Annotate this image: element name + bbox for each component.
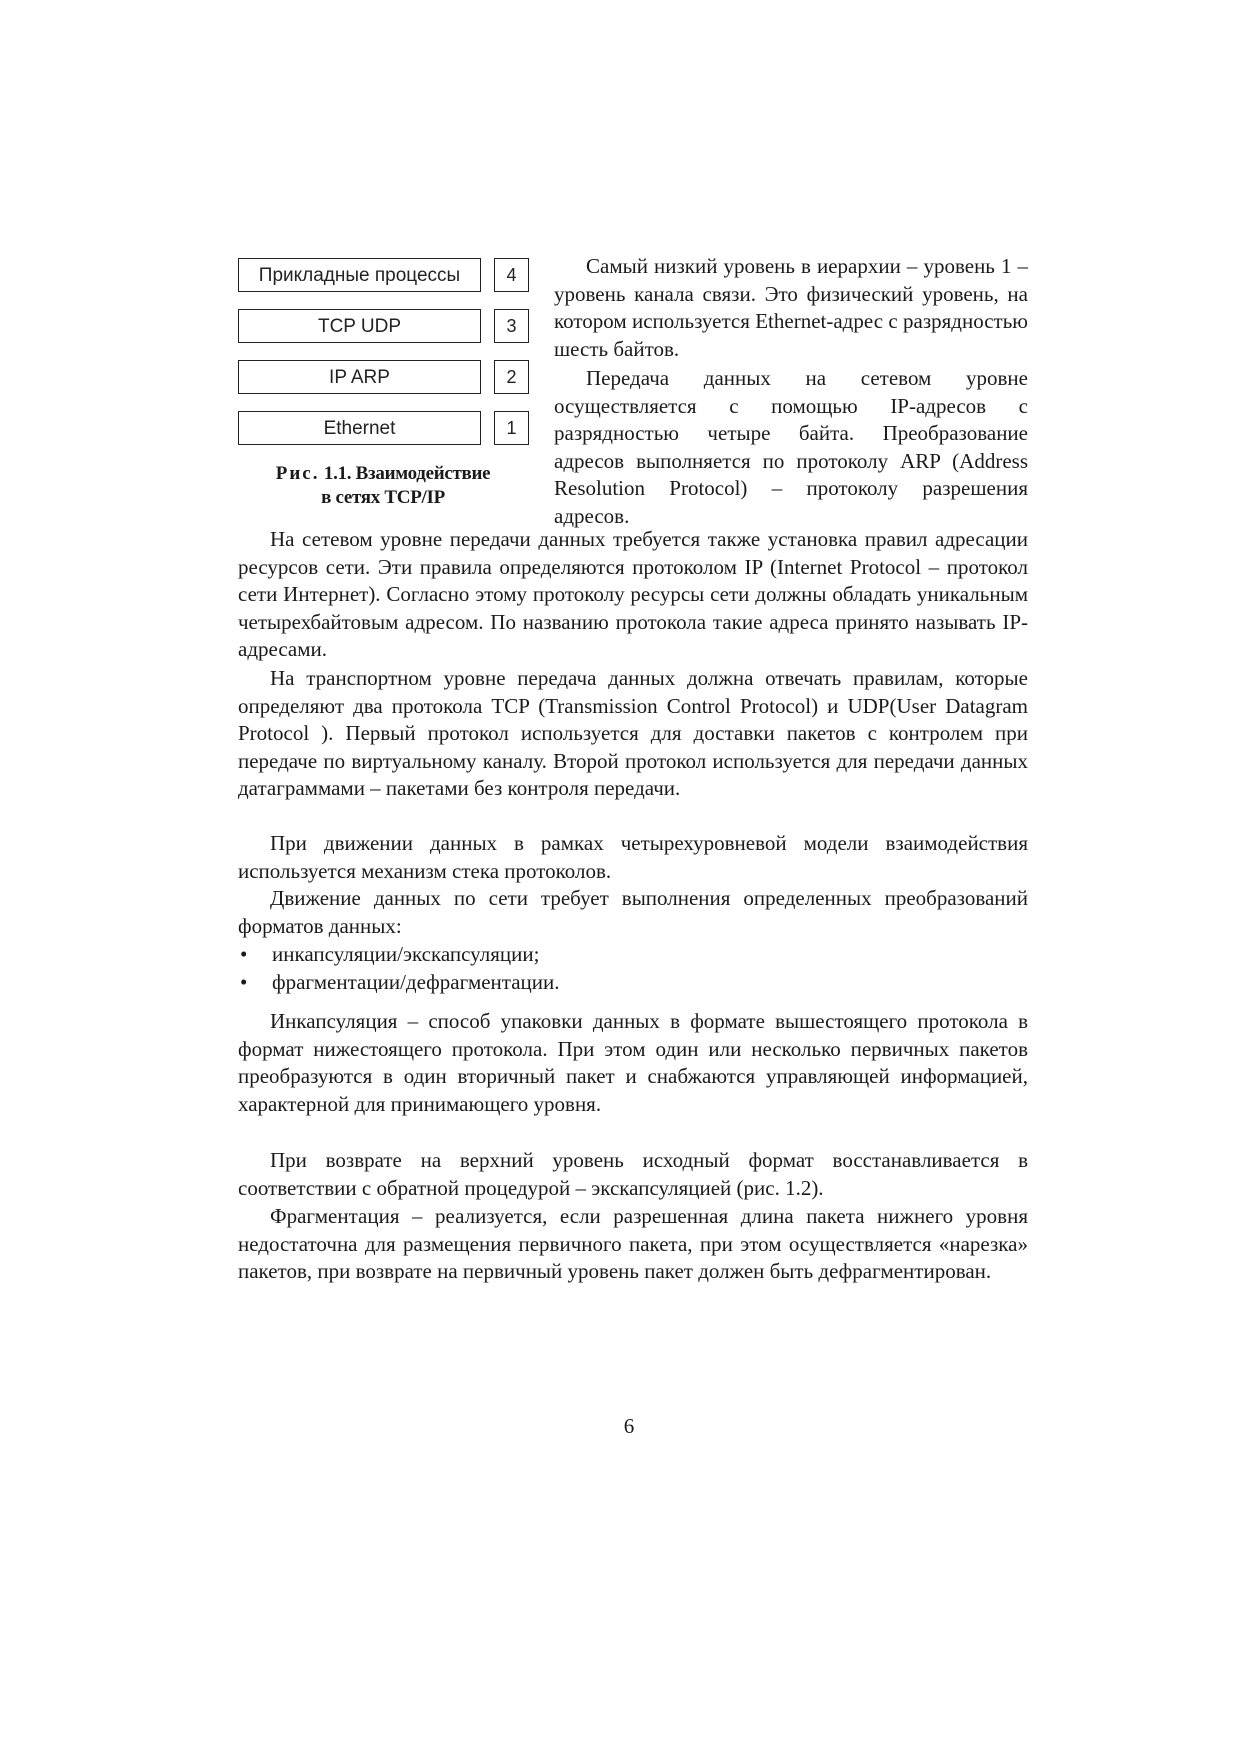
paragraph: Передача данных на сетевом уровне осуществляется с помощью IP-адресов с разрядностью четыре байта. Преобразование адресов выполняется по протоколу ARP (Address Resolution Protocol) – протоколу разрешения адресов. [554,366,1028,528]
layer-number: 2 [494,360,529,394]
paragraph: На транспортном уровне передача данных должна отвечать правилам, которые определяют два протокола TCP (Transmission Control Protocol) и UDP(User Datagram Protocol ). Первый протокол используется для доставки пакетов с контролем при передаче по виртуальному каналу. Второй протокол используется для передачи данных датаграммами – пакетами без контроля передачи. [238,666,1028,800]
layer-label-network: IP ARP [238,360,481,394]
paragraph: При возврате на верхний уровень исходный формат восстанавливается в соответствии с обратной процедурой – экскапсуляцией (рис. 1.2). [238,1148,1028,1200]
layer-number: 3 [494,309,529,343]
paragraph: Фрагментация – реализуется, если разрешенная длина пакета нижнего уровня недостаточна для размещения первичного пакета, при этом осуществляется «нарезка» пакетов, при возврате на первичный уровень пакет должен быть дефрагментирован. [238,1204,1028,1283]
layer-number: 1 [494,411,529,445]
list-item: • инкапсуляции/экскапсуляции; [238,940,1028,968]
layer-label-transport: TCP UDP [238,309,481,343]
bullet-list [238,940,1028,996]
page-number: 6 [623,1414,635,1438]
paragraph: На сетевом уровне передачи данных требуется также установка правил адресации ресурсов сети. Эти правила определяются протоколом IP (Internet Protocol – протокол сети Интернет). Согласно этому протоколу ресурсы сети должны обладать уникальным четырехбайтовым адресом. По названию протокола такие адреса принято называть IP-адресами. [238,527,1028,661]
list-item: • фрагментации/дефрагментации. [238,968,1028,996]
layer-label-application: Прикладные процессы [238,258,481,292]
paragraph: При движении данных в рамках четырехуровневой модели взаимодействия используется механизм стека протоколов. [238,831,1028,883]
layer-number: 4 [494,258,529,292]
layer-label-link: Ethernet [238,411,481,445]
paragraph: Инкапсуляция – способ упаковки данных в формате вышестоящего протокола в формат нижестоящего протокола. При этом один или несколько первичных пакетов преобразуются в один вторичный пакет и снабжаются управляющей информацией, характерной для принимающего уровня. [238,1009,1028,1116]
figure-caption [238,462,528,510]
paragraph: Самый низкий уровень в иерархии – уровень 1 – уровень канала связи. Это физический уровень, на котором используется Ethernet-адрес с разрядностью шесть байтов. [554,254,1028,361]
caption-line-1: 1.1. Взаимодействие [323,463,491,484]
caption-line-2: в сетях TCP/IP [321,487,445,508]
caption-prefix: Рис. [275,463,320,484]
paragraph: Движение данных по сети требует выполнения определенных преобразований форматов данных: [238,886,1028,938]
